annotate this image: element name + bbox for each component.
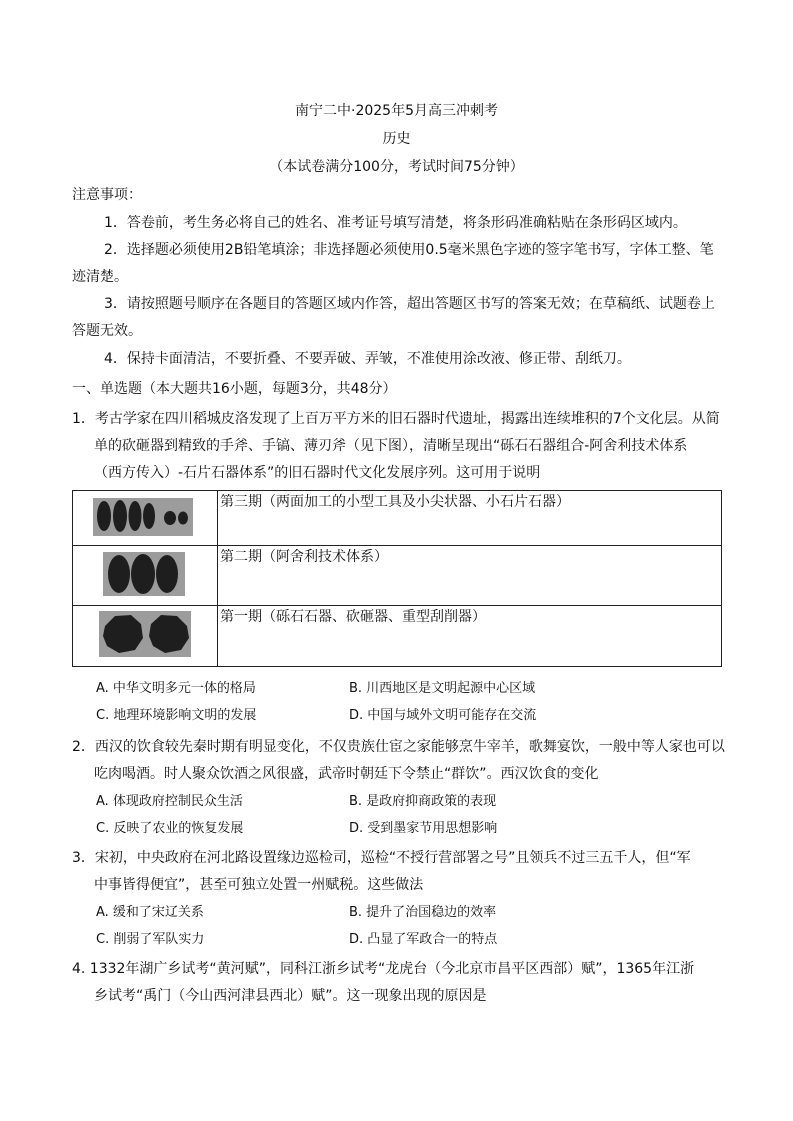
section-heading: 一、单选题（本大题共16小题，每题3分，共48分） [72, 381, 397, 397]
note-line: 1．答卷前，考生务必将自己的姓名、准考证号填写清楚，将条形码准确粘贴在条形码区域内。 [104, 215, 687, 231]
stone-tools-image-cell [73, 491, 218, 546]
q1-stem-line: （西方传入）-石片石器体系”的旧石器时代文化发展序列。这可用于说明 [94, 465, 541, 481]
q4-stem-line: 4. 1332年湖广乡试考“黄河赋”，同科江浙乡试考“龙虎台（今北京市昌平区西部）赋”，1365年江浙 [72, 961, 695, 977]
period-label: 第三期（两面加工的小型工具及小尖状器、小石片石器） [218, 491, 722, 546]
q1-option-d: D. 中国与域外文明可能存在交流 [349, 708, 537, 723]
stone-tools-phase2-image [73, 546, 217, 601]
table-row [73, 606, 722, 667]
table-row [73, 491, 722, 546]
period-label: 第一期（砾石石器、砍砸器、重型刮削器） [218, 606, 722, 667]
q1-option-a: A. 中华文明多元一体的格局 [96, 681, 256, 696]
q2-option-b: B. 是政府抑商政策的表现 [349, 794, 497, 809]
q2-stem-line: 吃肉喝酒。时人聚众饮酒之风很盛，武帝时朝廷下令禁止“群饮”。西汉饮食的变化 [94, 766, 599, 782]
q2-stem-line: 2．西汉的饮食较先秦时期有明显变化，不仅贵族仕宦之家能够烹牛宰羊，歌舞宴饮，一般中等人家也可以 [72, 739, 725, 755]
q1-stem-line: 单的砍砸器到精致的手斧、手镐、薄刃斧（见下图），清晰呈现出“砾石石器组合-阿舍利技术体系 [94, 438, 688, 454]
q3-option-d: D. 凸显了军政合一的特点 [349, 932, 498, 947]
q3-stem-line: 中事皆得便宜”，甚至可独立处置一州赋税。这些做法 [94, 877, 424, 893]
note-line: 3．请按照题号顺序在各题目的答题区域内作答，超出答题区书写的答案无效；在草稿纸、试题卷上 [104, 296, 715, 312]
note-line: 迹清楚。 [72, 269, 128, 285]
stone-tools-phase1-image [73, 606, 217, 662]
period-label: 第二期（阿舍利技术体系） [218, 546, 722, 606]
q3-option-b: B. 提升了治国稳边的效率 [349, 905, 497, 920]
q2-option-a: A. 体现政府控制民众生活 [96, 794, 243, 809]
q1-period-table [72, 490, 722, 667]
stone-tools-image-cell [73, 606, 218, 667]
table-row [73, 546, 722, 606]
note-line: 答题无效。 [72, 323, 142, 339]
q3-option-c: C. 削弱了军队实力 [96, 932, 205, 947]
exam-info: （本试卷满分100分，考试时间75分钟） [269, 159, 524, 175]
q1-stem-line: 1．考古学家在四川稻城皮洛发现了上百万平方米的旧石器时代遗址，揭露出连续堆积的7个文化层。从简 [72, 411, 720, 427]
stone-tools-image-cell [73, 546, 218, 606]
stone-tools-phase3-image [73, 491, 217, 541]
q2-option-d: D. 受到墨家节用思想影响 [349, 821, 498, 836]
q1-option-c: C. 地理环境影响文明的发展 [96, 708, 257, 723]
notes-heading: 注意事项： [72, 187, 142, 203]
subject-title: 历史 [382, 131, 411, 147]
q3-option-a: A. 缓和了宋辽关系 [96, 905, 204, 920]
q3-stem-line: 3．宋初，中央政府在河北路设置缘边巡检司，巡检“不授行营部署之号”且领兵不过三五千人，但“军 [72, 850, 691, 866]
q1-option-b: B. 川西地区是文明起源中心区域 [349, 681, 536, 696]
q2-option-c: C. 反映了农业的恢复发展 [96, 821, 244, 836]
note-line: 2．选择题必须使用2B铅笔填涂；非选择题必须使用0.5毫米黑色字迹的签字笔书写，字体工整、笔 [104, 242, 714, 258]
exam-title: 南宁二中·2025年5月高三冲刺考 [295, 103, 498, 119]
note-line: 4．保持卡面清洁，不要折叠、不要弄破、弄皱，不准使用涂改液、修正带、刮纸刀。 [104, 351, 631, 367]
q4-stem-line: 乡试考“禹门（今山西河津县西北）赋”。这一现象出现的原因是 [94, 988, 487, 1004]
